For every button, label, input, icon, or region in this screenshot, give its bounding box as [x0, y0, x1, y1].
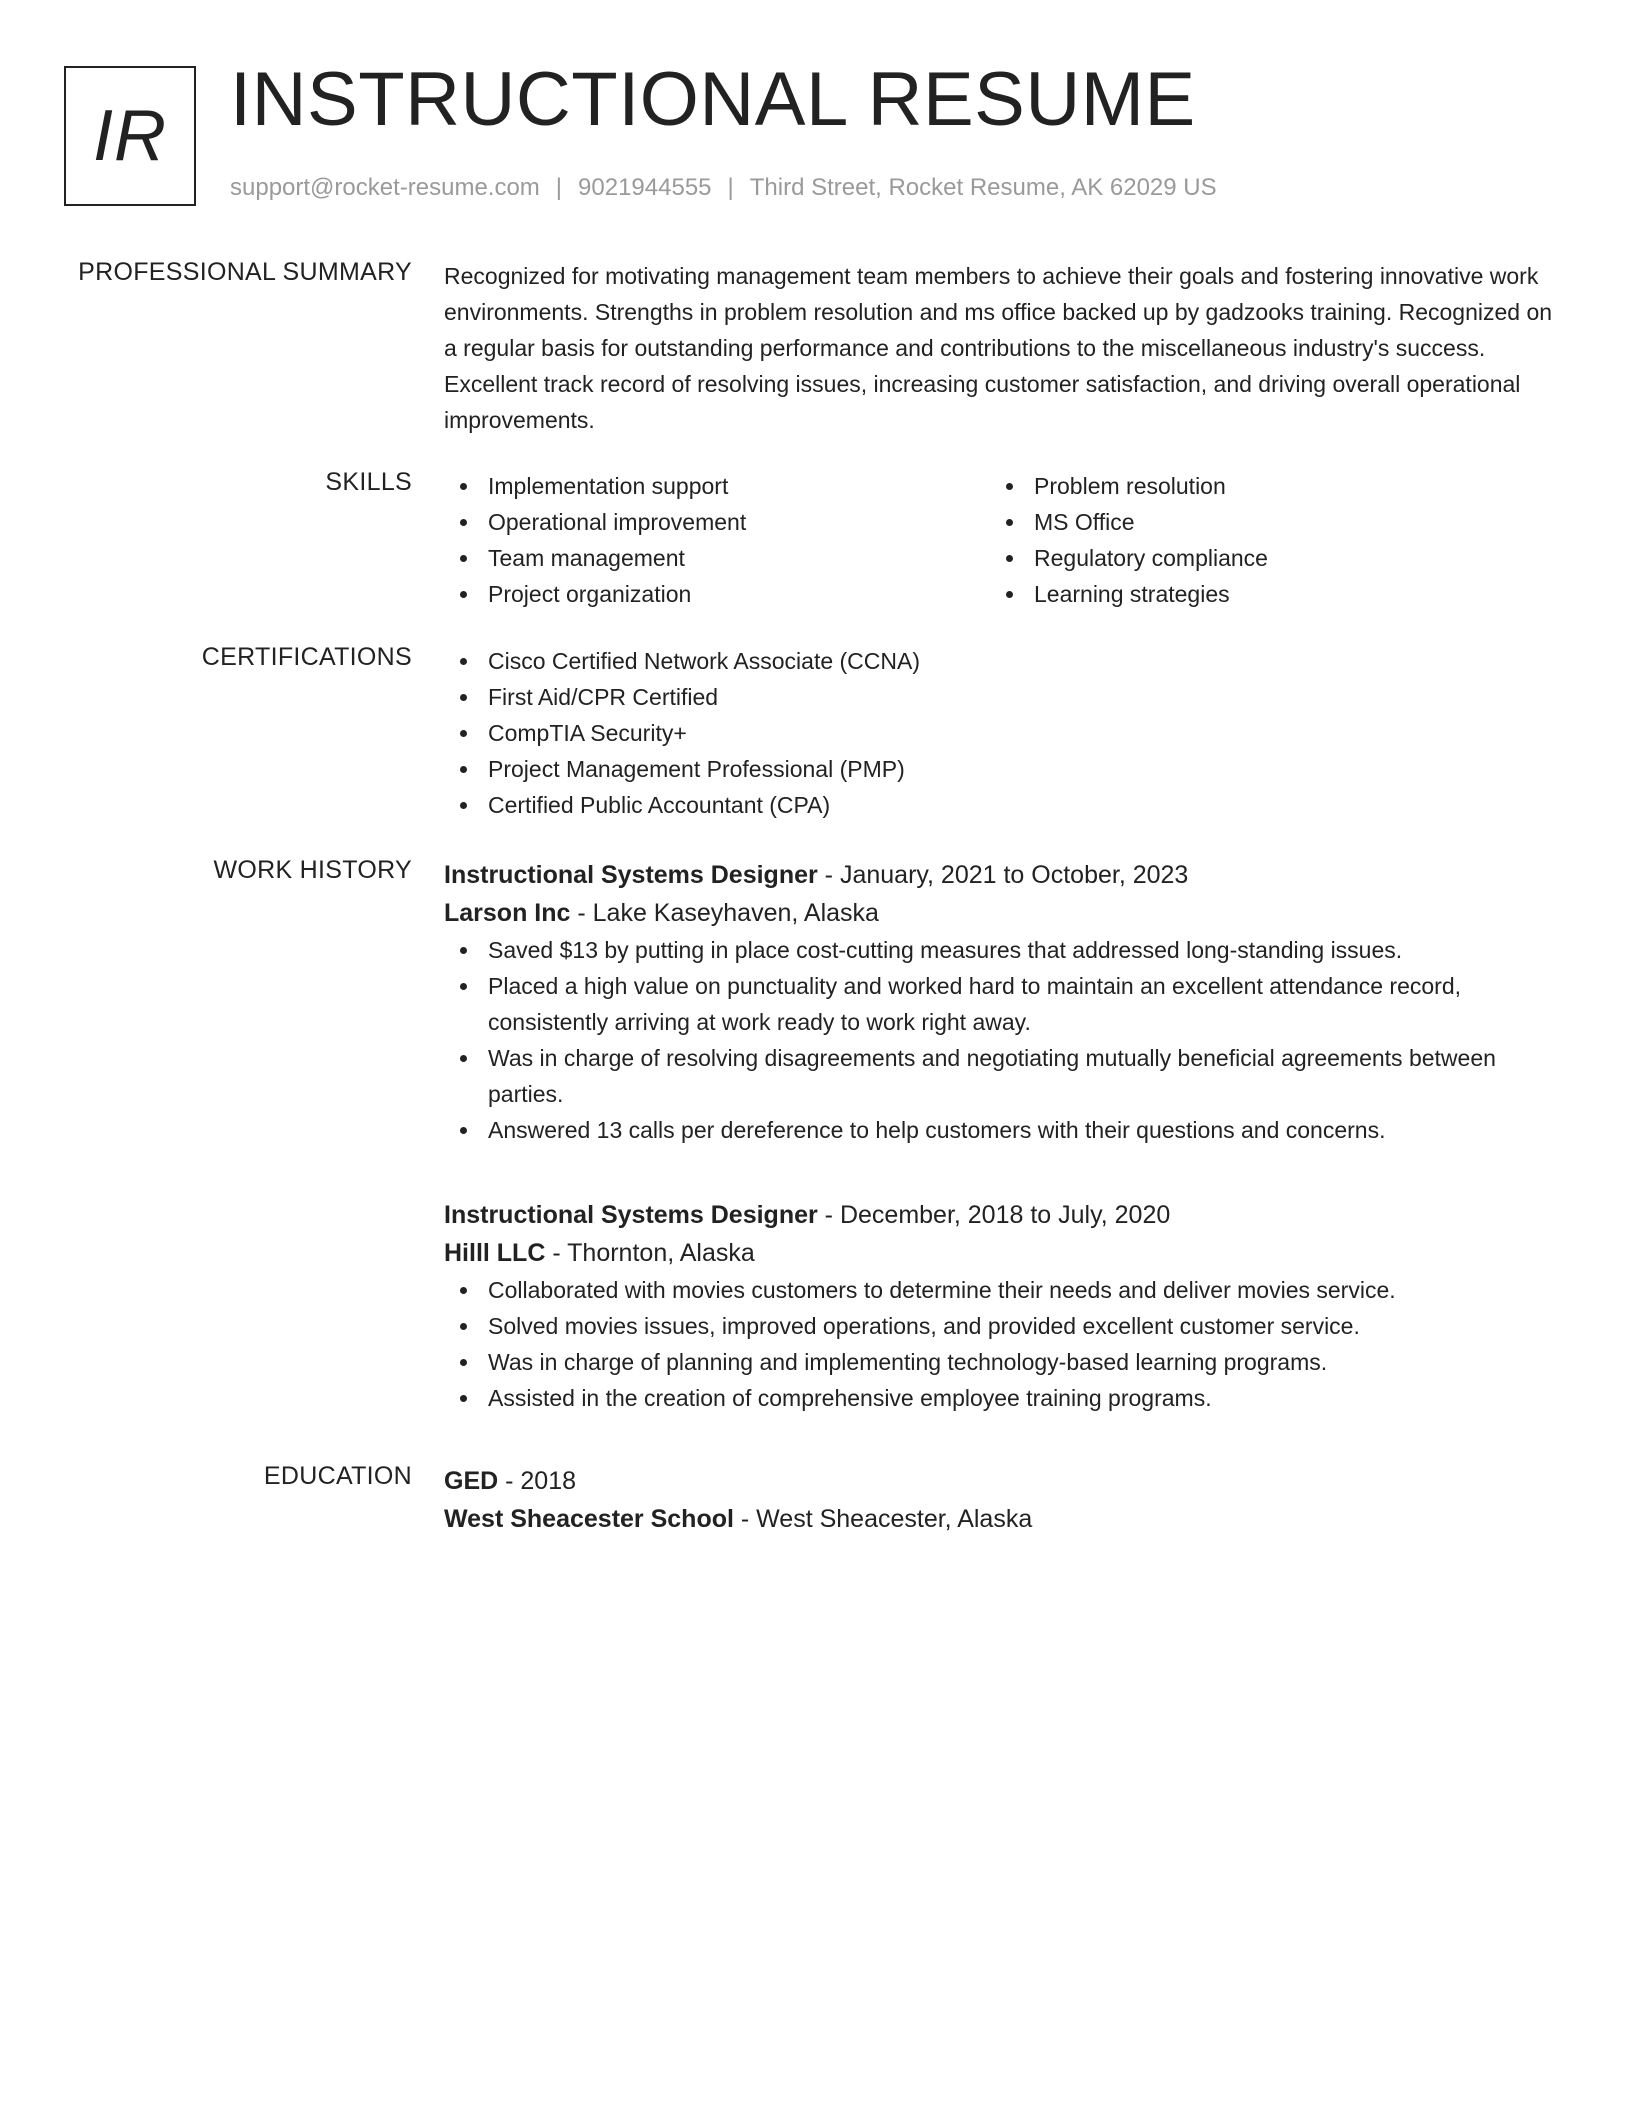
work-history-heading: WORK HISTORY: [213, 856, 412, 884]
certifications-body: [444, 643, 1564, 823]
job-title: Instructional Systems Designer: [444, 861, 818, 889]
skill-item: Implementation support: [444, 468, 990, 504]
certification-item: CompTIA Security+: [444, 715, 1564, 751]
skill-item: MS Office: [990, 504, 1536, 540]
education-degree-line: [444, 1462, 1564, 1500]
certifications-heading: CERTIFICATIONS: [201, 643, 412, 671]
job-title: Instructional Systems Designer: [444, 1201, 818, 1229]
job-bullet: Solved movies issues, improved operations, and provided excellent customer service.: [444, 1308, 1564, 1344]
certification-item: First Aid/CPR Certified: [444, 679, 1564, 715]
skill-item: Problem resolution: [990, 468, 1536, 504]
education-body: [444, 1462, 1564, 1538]
skill-item: Team management: [444, 540, 990, 576]
summary-heading: PROFESSIONAL SUMMARY: [78, 258, 412, 286]
skill-item: Learning strategies: [990, 576, 1536, 612]
job-company-line: [444, 1234, 1564, 1272]
job-dates: - December, 2018 to July, 2020: [817, 1201, 1171, 1229]
job-bullet: Was in charge of resolving disagreements and negotiating mutually beneficial agreements between parties.: [444, 1040, 1564, 1112]
skills-column-right: [990, 468, 1536, 612]
monogram-initials: IR: [93, 96, 167, 176]
contact-line: [230, 174, 1217, 202]
skills-heading: SKILLS: [325, 468, 412, 496]
education-school-line: [444, 1500, 1564, 1538]
monogram-box: [64, 66, 196, 206]
job-title-line: [444, 856, 1564, 894]
contact-phone: 9021944555: [578, 174, 712, 201]
summary-text: Recognized for motivating management team members to achieve their goals and fostering innovative work environments. Strengths in problem resolution and ms office backed up by gadzooks training. Recognized on a regular basis for outstanding performance and contributions to the miscellaneous industry's success. Excellent track record of resolving issues, increasing customer satisfaction, and driving overall operational improvements.: [444, 263, 1553, 433]
job-bullet: Collaborated with movies customers to determine their needs and deliver movies service.: [444, 1272, 1564, 1308]
job-title-line: [444, 1196, 1564, 1234]
job-company: Hilll LLC: [444, 1239, 546, 1267]
summary-body: [444, 258, 1564, 438]
contact-separator: |: [555, 174, 563, 201]
job-bullet: Answered 13 calls per dereference to help customers with their questions and concerns.: [444, 1112, 1564, 1148]
job-location: - Thornton, Alaska: [545, 1239, 755, 1267]
job-company: Larson Inc: [444, 899, 571, 927]
education-heading: EDUCATION: [263, 1462, 412, 1490]
skill-item: Regulatory compliance: [990, 540, 1536, 576]
skill-item: Operational improvement: [444, 504, 990, 540]
job-entry: [444, 1196, 1564, 1416]
job-bullet: Was in charge of planning and implementing technology-based learning programs.: [444, 1344, 1564, 1380]
job-entry: [444, 856, 1564, 1148]
skills-column-left: [444, 468, 990, 612]
contact-email: support@rocket-resume.com: [230, 174, 540, 201]
job-bullet: Assisted in the creation of comprehensive employee training programs.: [444, 1380, 1564, 1416]
job-company-line: [444, 894, 1564, 932]
job-bullet: Saved $13 by putting in place cost-cutting measures that addressed long-standing issues.: [444, 932, 1564, 968]
job-bullet: Placed a high value on punctuality and worked hard to maintain an excellent attendance record, consistently arriving at work ready to work right away.: [444, 968, 1564, 1040]
job-dates: - January, 2021 to October, 2023: [817, 861, 1189, 889]
work-history-body: [444, 856, 1564, 1411]
certification-item: Cisco Certified Network Associate (CCNA): [444, 643, 1564, 679]
education-degree: GED: [444, 1467, 499, 1495]
skill-item: Project organization: [444, 576, 990, 612]
job-bullets: [444, 932, 1564, 1148]
skills-grid: [444, 468, 1564, 612]
resume-name: INSTRUCTIONAL RESUME: [230, 57, 1196, 142]
education-location: - West Sheacester, Alaska: [733, 1505, 1033, 1533]
education-school: West Sheacester School: [444, 1505, 734, 1533]
job-location: - Lake Kaseyhaven, Alaska: [570, 899, 879, 927]
job-bullets: [444, 1272, 1564, 1416]
contact-address: Third Street, Rocket Resume, AK 62029 US: [749, 174, 1217, 201]
certification-item: Certified Public Accountant (CPA): [444, 787, 1564, 823]
contact-separator: |: [727, 174, 734, 201]
education-year: - 2018: [498, 1467, 577, 1495]
certification-item: Project Management Professional (PMP): [444, 751, 1564, 787]
